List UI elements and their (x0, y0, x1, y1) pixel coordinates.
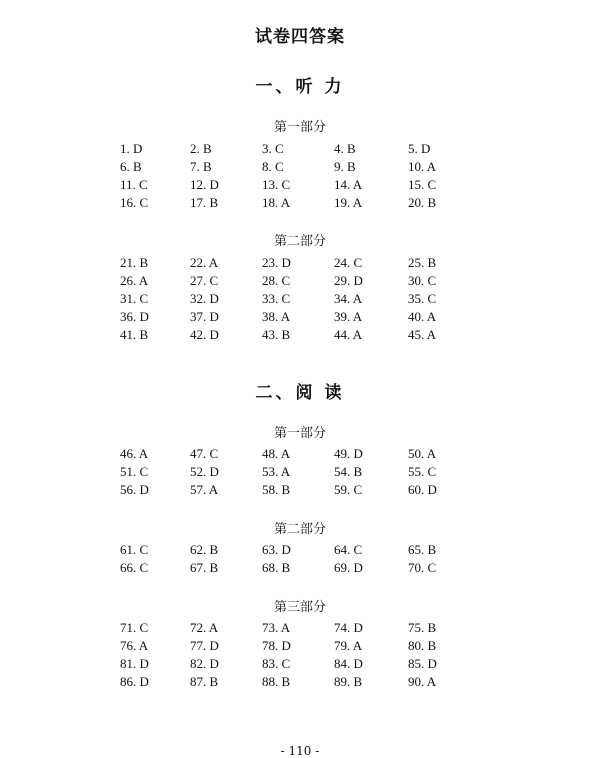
answer-item: 45. A (408, 327, 437, 342)
part-title: 第二部分 (273, 234, 326, 249)
answer-row (0, 638, 600, 656)
answer-item: 25. B (408, 255, 437, 270)
section-title-reading: 二、阅 读 (255, 383, 345, 403)
answer-item: 70. C (408, 560, 437, 575)
answer-row (0, 327, 600, 345)
answer-item: 59. C (334, 482, 363, 497)
answer-item: 31. C (120, 291, 149, 306)
answer-item: 84. D (334, 656, 363, 671)
part-title: 第三部分 (273, 600, 326, 615)
answer-item: 14. A (334, 177, 363, 192)
answer-item: 71. C (120, 620, 149, 635)
answer-item: 78. D (262, 638, 291, 653)
answer-item: 41. B (120, 327, 149, 342)
answer-row (0, 656, 600, 674)
answer-item: 27. C (190, 273, 219, 288)
answer-row (0, 482, 600, 500)
answer-row (0, 159, 600, 177)
answer-item: 33. C (262, 291, 291, 306)
answer-item: 53. A (262, 464, 291, 479)
page-title: 试卷四答案 (255, 27, 345, 47)
answer-item: 69. D (334, 560, 363, 575)
answer-item: 39. A (334, 309, 363, 324)
section-title-listening: 一、听 力 (255, 77, 345, 97)
answer-item: 46. A (120, 446, 149, 461)
answer-item: 11. C (120, 177, 148, 192)
answer-item: 52. D (190, 464, 219, 479)
answer-item: 64. C (334, 542, 363, 557)
answer-item: 83. C (262, 656, 291, 671)
answer-item: 29. D (334, 273, 363, 288)
answer-item: 21. B (120, 255, 149, 270)
answer-item: 23. D (262, 255, 291, 270)
answer-item: 36. D (120, 309, 149, 324)
answer-item: 85. D (408, 656, 437, 671)
answer-row (0, 177, 600, 195)
answer-item: 22. A (190, 255, 219, 270)
answer-item: 80. B (408, 638, 437, 653)
page-number: - 110 - (280, 744, 320, 758)
answer-item: 67. B (190, 560, 219, 575)
answer-item: 44. A (334, 327, 363, 342)
answer-item: 86. D (120, 674, 149, 689)
answer-item: 9. B (334, 159, 356, 174)
part-title: 第一部分 (273, 120, 326, 135)
answer-item: 6. B (120, 159, 142, 174)
answer-item: 57. A (190, 482, 219, 497)
answer-item: 42. D (190, 327, 219, 342)
answer-row (0, 291, 600, 309)
answer-row (0, 273, 600, 291)
answer-item: 15. C (408, 177, 437, 192)
answer-row (0, 141, 600, 159)
answer-item: 47. C (190, 446, 219, 461)
answer-item: 48. A (262, 446, 291, 461)
answer-row (0, 464, 600, 482)
answer-item: 43. B (262, 327, 291, 342)
answer-item: 65. B (408, 542, 437, 557)
answer-item: 12. D (190, 177, 219, 192)
answer-item: 79. A (334, 638, 363, 653)
answer-item: 40. A (408, 309, 437, 324)
answer-item: 34. A (334, 291, 363, 306)
answer-item: 51. C (120, 464, 149, 479)
answer-row (0, 309, 600, 327)
answer-row (0, 255, 600, 273)
answer-item: 88. B (262, 674, 291, 689)
answer-item: 18. A (262, 195, 291, 210)
answer-item: 77. D (190, 638, 219, 653)
answer-item: 16. C (120, 195, 149, 210)
answer-item: 60. D (408, 482, 437, 497)
answer-item: 56. D (120, 482, 149, 497)
answer-row (0, 620, 600, 638)
answer-item: 3. C (262, 141, 284, 156)
answer-item: 87. B (190, 674, 219, 689)
part-title: 第二部分 (273, 522, 326, 537)
answer-item: 68. B (262, 560, 291, 575)
answer-item: 61. C (120, 542, 149, 557)
answer-item: 10. A (408, 159, 437, 174)
answer-item: 8. C (262, 159, 284, 174)
answer-item: 90. A (408, 674, 437, 689)
answer-item: 7. B (190, 159, 212, 174)
answer-item: 54. B (334, 464, 363, 479)
answer-row (0, 446, 600, 464)
answer-item: 35. C (408, 291, 437, 306)
answer-item: 66. C (120, 560, 149, 575)
answer-item: 55. C (408, 464, 437, 479)
answer-item: 74. D (334, 620, 363, 635)
answer-item: 37. D (190, 309, 219, 324)
answer-item: 73. A (262, 620, 291, 635)
answer-item: 62. B (190, 542, 219, 557)
answer-item: 2. B (190, 141, 212, 156)
answer-item: 49. D (334, 446, 363, 461)
answer-item: 76. A (120, 638, 149, 653)
answer-item: 28. C (262, 273, 291, 288)
answer-item: 72. A (190, 620, 219, 635)
answer-item: 24. C (334, 255, 363, 270)
answer-item: 13. C (262, 177, 291, 192)
answer-item: 82. D (190, 656, 219, 671)
answer-row (0, 674, 600, 692)
answer-item: 26. A (120, 273, 149, 288)
answer-item: 58. B (262, 482, 291, 497)
answer-item: 32. D (190, 291, 219, 306)
answer-item: 20. B (408, 195, 437, 210)
answer-item: 89. B (334, 674, 363, 689)
part-title: 第一部分 (273, 426, 326, 441)
answer-item: 1. D (120, 141, 143, 156)
answer-item: 5. D (408, 141, 431, 156)
answer-item: 81. D (120, 656, 149, 671)
answer-item: 19. A (334, 195, 363, 210)
answer-item: 4. B (334, 141, 356, 156)
answer-item: 50. A (408, 446, 437, 461)
answer-item: 30. C (408, 273, 437, 288)
answer-item: 75. B (408, 620, 437, 635)
answer-row (0, 542, 600, 560)
answer-item: 38. A (262, 309, 291, 324)
answer-row (0, 560, 600, 578)
answer-item: 63. D (262, 542, 291, 557)
answer-row (0, 195, 600, 213)
answer-item: 17. B (190, 195, 219, 210)
